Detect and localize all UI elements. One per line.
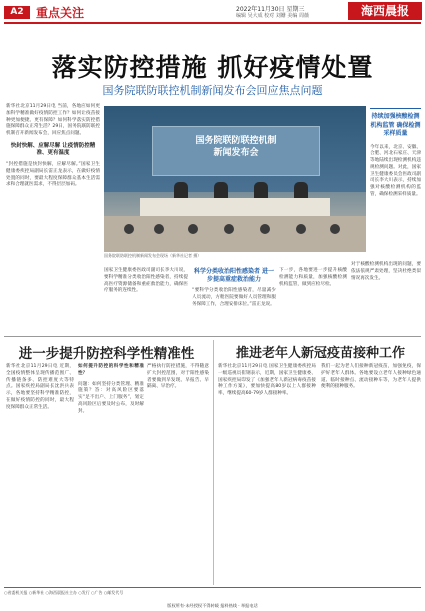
lower-right-paragraph: 新华社北京11月29日电 国家卫生健康委疾控局一级巡视员崔钢表示，近期，国家卫生健康委、国家疾控局印发了《加强老年人新冠病毒疫苗接种工作方案》，要加快提高80岁以上人群接种率，继续提高60-79岁人群接种率。 bbox=[218, 364, 316, 397]
lower-right-paragraph-2: 我们一起为老人们接种新冠疫苗，加强免疫，保护好老年人群体。各地要设立老年人接种绿色通道、临时接种点、流动接种车等，为老年人提供便利的接种服务。 bbox=[321, 364, 421, 390]
lower-right-col-1 bbox=[218, 364, 316, 398]
side-column bbox=[370, 108, 421, 199]
main-headline: 落实防控措施 抓好疫情处置 bbox=[51, 53, 374, 82]
lower-left-col-3 bbox=[147, 364, 209, 391]
lead-paragraph: 新华社北京11月29日电 当前，各地应如何更加科学精准做好疫情防控工作？如何让疫苗接种更加便捷、更有保障？如何科学落实防控措施保障群众正常生活？29日，国务院联防联控机制召开新闻发布会，回应焦点问题。 bbox=[6, 104, 100, 137]
footer-divider bbox=[4, 587, 421, 588]
footer-copyright: 版权所有·未经授权不得转载 报料热线 · 举报电话 bbox=[167, 603, 258, 608]
sub-headline: 国务院联防联控机制新闻发布会回应焦点问题 bbox=[102, 84, 323, 97]
mid-paragraph-2: “要科学分类收治阳性感染者，尽量减少人员流动，方舱医院要做好人员管理和服务保障工作，合理安排床位。”雷正龙说。 bbox=[192, 288, 276, 307]
lower-left-col-2 bbox=[78, 364, 144, 416]
backdrop-screen: 国务院联防联控机制 新闻发布会 bbox=[152, 126, 320, 176]
mid-column-1 bbox=[104, 268, 188, 295]
footer-info: ○省委机关报 ○新华社 ○海西晨报社主办 ○发行 ○广告 ○邮发代号 bbox=[4, 590, 124, 595]
side-body: 今年以来，北京、安徽、合肥、河北石家庄、天津等地陆续出现检测机构违规检测问题。对此，国家卫生健康委员会医政司副司长李大川表示，持续加强对核酸检测机构的监管，确保检测采样质量。 bbox=[370, 144, 421, 198]
press-conference-photo bbox=[104, 106, 366, 252]
speaker-table bbox=[140, 198, 330, 216]
lower-mid-paragraph: 问题：如何坚持分类管理、精准施策？答：对高风险区要落实“足不出户、上门服务”，划定高风险区后要及时公布，及时解封。 bbox=[78, 381, 144, 414]
mid-column-2 bbox=[192, 268, 276, 308]
left-body-paragraph: “封控措施是快封快解，应解尽解。”国家卫生健康委疾控局副局长雷正龙表示，在做好疫情处置的同时，要最大程度保障群众基本生活需求和合理就医需求，不得层层加码。 bbox=[6, 161, 100, 188]
left-column bbox=[6, 104, 100, 189]
section-title: 重点关注 bbox=[36, 6, 85, 20]
mid-column-4 bbox=[351, 262, 421, 282]
lower-left-col-1 bbox=[6, 364, 74, 412]
mid-paragraph-4: 对于核酸检测机构出现的问题，要依法依规严肃处理，坚决杜绝类似情况再次发生。 bbox=[351, 262, 421, 281]
side-question: 持续加强核酸检测机构监管 确保检测采样质量 bbox=[370, 113, 421, 137]
header-divider bbox=[4, 22, 421, 24]
photo-caption: 国务院联防联控机制新闻发布会现场（新华社记者 摄） bbox=[104, 253, 202, 258]
section-question-1: 快封快解、应解尽解 让疫情防控精准、更有温度 bbox=[10, 142, 96, 156]
issue-date: 2022年11月30日 星期三 bbox=[236, 6, 305, 13]
lower-left-headline: 进一步提升防控科学性精准性 bbox=[18, 346, 195, 362]
mid-paragraph-1: 国家卫生健康委医政司副司长李大川说，要科学精准分类收治阳性感染者，持续提高医疗资源储备和重症救治能力，确保医疗服务的连续性。 bbox=[104, 268, 188, 294]
mid-column-3 bbox=[279, 268, 347, 288]
mid-paragraph-3: 下一步，各地要进一步提升核酸检测能力和质量，加强核酸检测机构监管，做到应检尽检。 bbox=[279, 268, 347, 287]
lower-right-col-2 bbox=[321, 364, 421, 391]
lower-right-headline: 推进老年人新冠疫苗接种工作 bbox=[235, 346, 405, 361]
page-number-tag: A2 bbox=[4, 6, 30, 19]
section-divider bbox=[4, 336, 421, 337]
editor-credits: 编辑 吴大成 校对 刘姗 美编 周薇 bbox=[236, 13, 309, 19]
mid-question: 科学分类收治阳性感染者 进一步提高重症救治能力 bbox=[193, 268, 275, 283]
lower-left-paragraph: 新华社北京11月29日电 近期，全国疫情整体呈现传播范围广、传播链条多、防控难度大等特点。国家疾控局副局长沈洪兵表示，各地要坚持科学精准防控，在做好疫情防控的同时，最大程度保障群众正常生活。 bbox=[6, 364, 74, 410]
column-divider bbox=[213, 340, 214, 585]
newspaper-logo: 海西晨报 bbox=[348, 2, 422, 20]
lower-left-question: 如何提升防控的科学性和精准性？ bbox=[78, 364, 144, 376]
lower-mid-paragraph-2: 严格执行防控措施，不得随意扩大封控范围，对于阳性感染者要做到早发现、早报告、早隔离、早治疗。 bbox=[147, 364, 209, 390]
